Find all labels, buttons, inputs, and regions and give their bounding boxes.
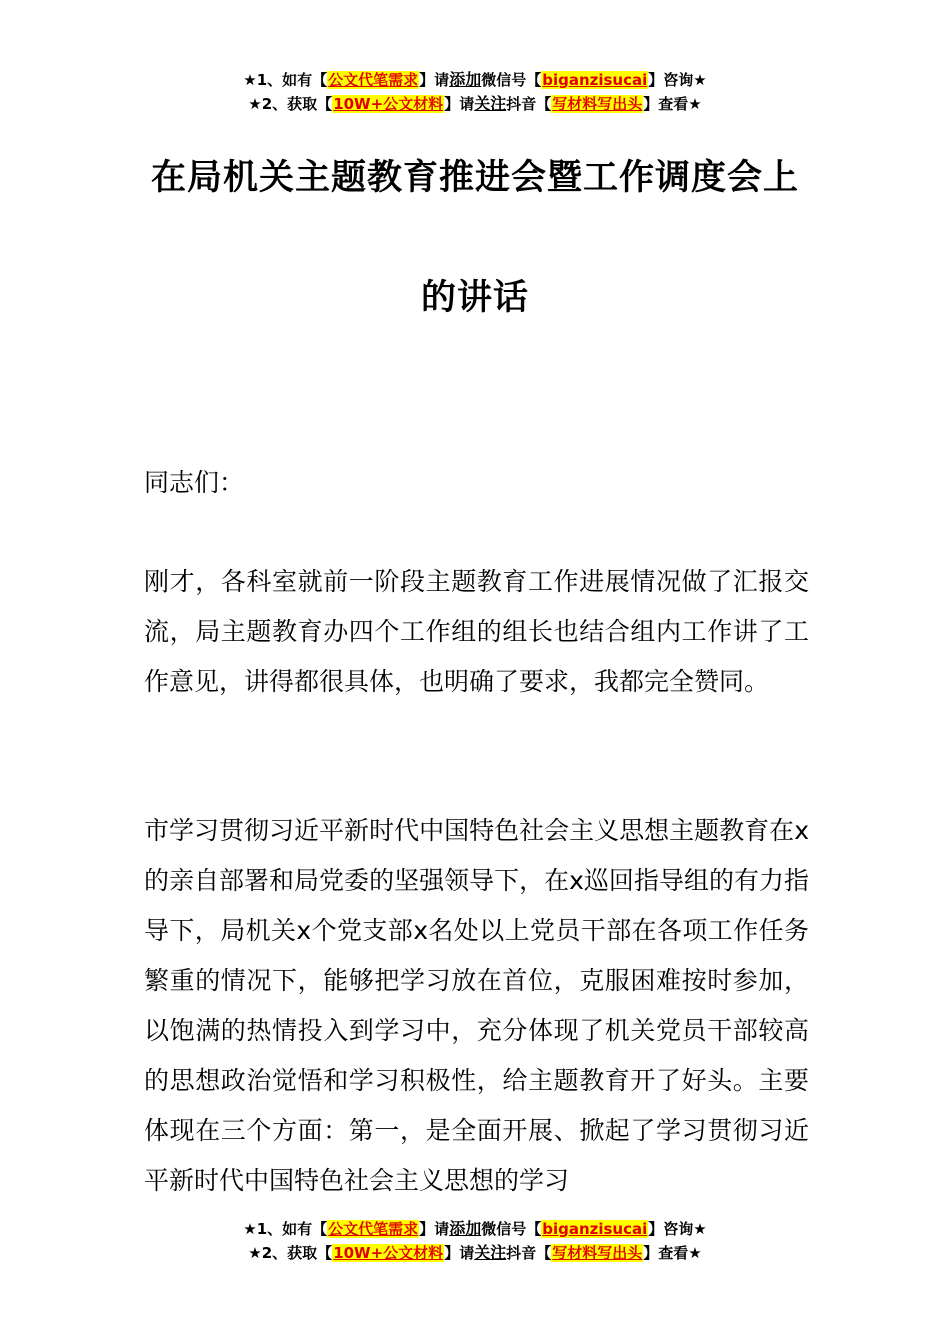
- promo-text: ★1、如有【: [243, 71, 328, 89]
- wechat-id-highlight: biganzisucai: [542, 1220, 648, 1238]
- promo-text: 微信号【: [481, 1220, 542, 1238]
- promo-line-1: [0, 1217, 950, 1241]
- bottom-promo-banner: [0, 1217, 950, 1265]
- promo-text: 微信号【: [481, 71, 542, 89]
- promo-emphasis: 关注: [474, 94, 507, 113]
- top-promo-banner: [0, 68, 950, 116]
- promo-emphasis: 关注: [474, 1243, 507, 1262]
- promo-text: 抖音【: [506, 95, 552, 113]
- paragraph-2: 市学习贯彻习近平新时代中国特色社会主义思想主题教育在x的亲自部署和局党委的坚强领导下，在x巡回指导组的有力指导下，局机关x个党支部x名处以上党员干部在各项工作任务繁重的情况下，能够把学习放在首位，克服困难按时参加，以饱满的热情投入到学习中，充分体现了机关党员干部较高的思想政治觉悟和学习积极性，给主题教育开了好头。主要体现在三个方面：第一，是全面开展、掀起了学习贯彻习近平新时代中国特色社会主义思想的学习: [144, 816, 809, 1195]
- promo-text: 】请: [419, 71, 450, 89]
- douyin-id-highlight: 写材料写出头: [552, 1244, 643, 1262]
- douyin-id-highlight: 写材料写出头: [552, 95, 643, 113]
- wechat-id-highlight: biganzisucai: [542, 71, 648, 89]
- promo-highlight: 公文代笔需求: [328, 71, 419, 89]
- document-title-line-2: 的讲话: [420, 278, 529, 318]
- promo-line-1: [0, 68, 950, 92]
- document-title-line-1: 在局机关主题教育推进会暨工作调度会上: [150, 158, 799, 198]
- greeting: 同志们：: [144, 468, 245, 497]
- promo-highlight: 10W+公文材料: [333, 95, 444, 113]
- paragraph-1: 刚才，各科室就前一阶段主题教育工作进展情况做了汇报交流，局主题教育办四个工作组的组长也结合组内工作讲了工作意见，讲得都很具体，也明确了要求，我都完全赞同。: [144, 567, 809, 696]
- promo-text: ★2、获取【: [248, 1244, 333, 1262]
- promo-text: ★2、获取【: [248, 95, 333, 113]
- promo-text: ★1、如有【: [243, 1220, 328, 1238]
- promo-text: 】请: [444, 95, 475, 113]
- promo-line-2: [0, 1241, 950, 1265]
- promo-text: 】请: [444, 1244, 475, 1262]
- promo-highlight: 10W+公文材料: [333, 1244, 444, 1262]
- promo-text: 】咨询★: [648, 71, 707, 89]
- promo-text: 抖音【: [506, 1244, 552, 1262]
- promo-text: 】请: [419, 1220, 450, 1238]
- promo-text: 】查看★: [643, 95, 702, 113]
- promo-text: 】咨询★: [648, 1220, 707, 1238]
- promo-emphasis: 添加: [449, 1219, 482, 1238]
- promo-line-2: [0, 92, 950, 116]
- promo-emphasis: 添加: [449, 70, 482, 89]
- promo-highlight: 公文代笔需求: [328, 1220, 419, 1238]
- promo-text: 】查看★: [643, 1244, 702, 1262]
